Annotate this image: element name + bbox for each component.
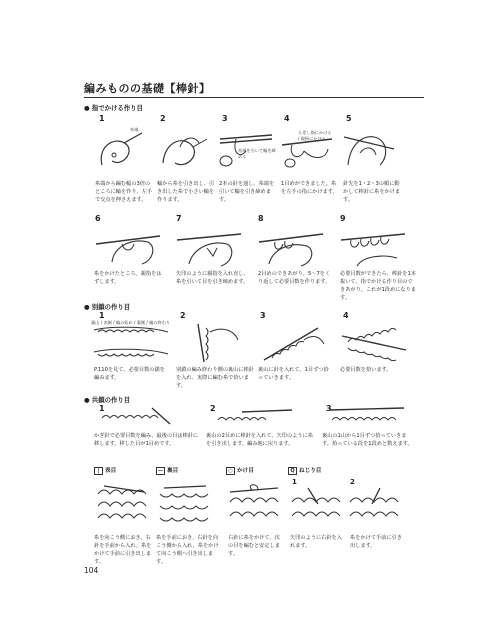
step-number: 7 <box>176 214 182 223</box>
step-caption: 矢印のように親指を入れ直し、糸を引いて目を引き締めます。 <box>176 271 249 285</box>
purl-symbol-icon: — <box>158 467 163 474</box>
step-illustration-hand-release <box>92 222 164 270</box>
symbol-label-knit: | 表目 <box>94 466 116 475</box>
step-illustration-pick-up-chain <box>326 404 410 428</box>
title-rule <box>84 97 424 98</box>
annotation-yarn-end: 糸端 <box>130 127 139 132</box>
yarn-over-symbol-icon: ○ <box>226 467 235 475</box>
step-caption: 別鎖の編み終わり側の裏山に棒針を入れ、実際に編む糸で拾います。 <box>176 367 254 389</box>
step-illustration-pull-loop <box>155 125 210 175</box>
symbol-caption: 右針に糸をかけて、次の目を編むと安定します。 <box>228 535 280 557</box>
step-caption: 糸端から編む幅の3倍のところに輪を作り、左手で交点を押さえます。 <box>95 181 153 203</box>
step-number: 5 <box>346 114 352 123</box>
step-illustration-chain <box>88 320 174 364</box>
step-illustration-hand-wrap <box>340 125 398 175</box>
knit-stitch-illustration <box>94 482 150 530</box>
step-number: 6 <box>95 214 101 223</box>
step-caption: 必要目数を拾います。 <box>340 367 392 373</box>
step-caption: 裏山に針を入れて、1目ずつ拾っていきます。 <box>258 367 329 381</box>
step-number: 1 <box>99 404 105 413</box>
step-number: 1 <box>99 311 105 320</box>
purl-stitch-illustration <box>156 482 212 530</box>
symbol-label-yarn-over: ○ かけ目 <box>226 466 254 475</box>
step-number: 9 <box>340 214 346 223</box>
step-number: 1 <box>99 114 105 123</box>
step-number: 4 <box>284 114 290 123</box>
step-illustration-loop <box>92 125 147 175</box>
twisted-stitch-illustration-1 <box>288 484 342 530</box>
knit-symbol-icon: | <box>94 467 103 475</box>
step-caption: 針先を1・2・3の順に動かして棒針に糸をかけます。 <box>343 181 401 203</box>
step-caption: かぎ針で必要目数を編み、最後の目は棒針に移します。移した目が1目めです。 <box>94 433 199 447</box>
step-caption: 必要目数ができたら、棒針を1本抜いて、指でかける作り目のできあがり。これが1段めになります。 <box>340 271 416 301</box>
step-number: 3 <box>222 114 228 123</box>
step-illustration-thumb-reinsert <box>173 222 245 270</box>
page-title: 編みものの基礎【棒針】 <box>84 82 211 95</box>
step-caption: 輪から糸を引き出し、引き出した糸で小さい輪を作ります。 <box>157 181 215 203</box>
symbol-label-purl: — 裏目 <box>158 467 179 474</box>
step-number: 2 <box>210 404 216 413</box>
section-heading-finger-cast-on: ● 指でかける作り目 <box>84 104 143 112</box>
step-number: 3 <box>260 311 266 320</box>
section-heading-provisional-cast-on: ● 別鎖の作り目 <box>84 303 131 311</box>
step-illustration-crochet-chain <box>96 404 176 428</box>
symbol-caption: 矢印のように右針を入れます。 <box>290 535 342 549</box>
step-illustration-second-stitch <box>255 222 327 270</box>
annotation-chain-sides: 裏山 / 表側 / 編み始め / 裏側 / 編み終わり <box>91 320 171 325</box>
step-caption: 2本の針を通し、糸端を引いて輪を引き締めます。 <box>219 181 275 203</box>
annotation-finger: 人差し指にかける / 親指にかける <box>298 130 332 141</box>
symbol-caption: 糸を向こう側におき、右針を手前から入れ、糸をかけて手前に引き出します。 <box>94 535 152 565</box>
step-number: 4 <box>343 311 349 320</box>
step-number: 2 <box>160 114 166 123</box>
symbol-caption: 糸を手前におき、右針を向こう側から入れ、糸をかけて向こう側へ引き出します。 <box>156 535 219 565</box>
step-number: 3 <box>326 404 332 413</box>
step-illustration-finished-cast-on <box>337 222 409 270</box>
symbol-caption: 糸をかけて手前に引き出します。 <box>350 535 402 549</box>
step-caption: 裏山の2目めに棒針を入れて、矢印のように糸を引き出します。編み地に戻ります。 <box>206 433 313 447</box>
step-caption: 糸をかけたところ。親指をはずします。 <box>94 271 162 285</box>
step-illustration-back-loop <box>258 320 328 364</box>
step-illustration-picked-up <box>338 320 410 364</box>
step-caption: 1目めができました。糸を左手の指にかけます。 <box>281 181 338 195</box>
symbol-label-twisted: Q ねじり目 <box>288 466 321 475</box>
step-caption: P.110を見て、必要目数の鎖を編みます。 <box>94 367 165 381</box>
step-caption: 裏山の1山から1目ずつ拾っていきます。拾っている段を1段めと数えます。 <box>322 433 413 447</box>
twisted-step-number-1: 1 <box>292 478 297 486</box>
step-number: 8 <box>258 214 264 223</box>
section-heading-chain-cast-on: ● 共鎖の作り目 <box>84 396 131 404</box>
yarn-over-illustration <box>226 482 282 530</box>
twisted-symbol-icon: Q <box>288 467 297 475</box>
step-illustration-insert-needle <box>212 404 298 428</box>
twisted-step-number-2: 2 <box>350 478 355 486</box>
step-caption: 2目めのできあがり。5〜7をくり返して必要目数を作ります。 <box>258 271 331 285</box>
annotation-pull-end: 糸端を引いて輪を締める <box>238 148 276 159</box>
step-illustration-pick-up <box>178 320 244 364</box>
twisted-stitch-illustration-2 <box>346 484 400 530</box>
page-number: 104 <box>84 566 99 575</box>
step-number: 2 <box>180 311 186 320</box>
